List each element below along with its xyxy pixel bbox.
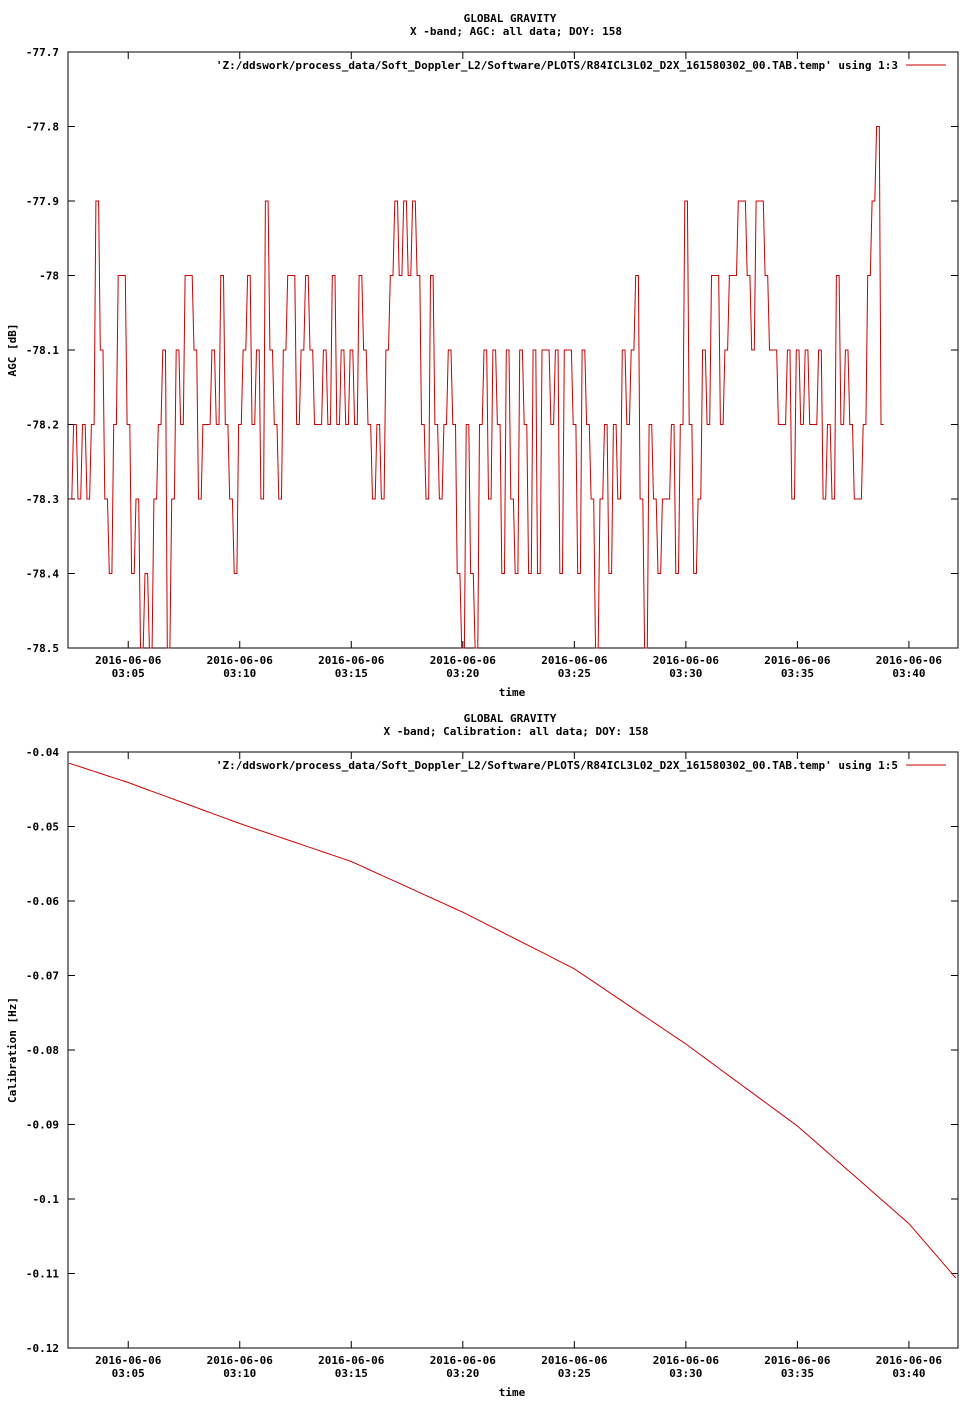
chart-2-plot	[26, 746, 958, 1380]
chart-2-y-tick-label: -0.04	[25, 746, 59, 759]
chart-2-x-tick-time: 03:20	[446, 1367, 480, 1380]
chart-1-x-tick-time: 03:05	[111, 667, 145, 680]
chart-1-y-tick-label: -78.4	[25, 567, 59, 581]
chart-2-y-tick-label: -0.06	[25, 895, 59, 908]
chart-1-y-tick-label: -77.7	[25, 46, 59, 59]
chart-2-x-tick-time: 03:15	[334, 1367, 368, 1380]
chart-1-series-line	[69, 127, 884, 649]
chart-1-x-tick-time: 03:15	[334, 667, 368, 680]
chart-1-y-tick-label: -78	[39, 269, 59, 283]
chart-2-y-tick-label: -0.08	[25, 1044, 59, 1057]
chart-2-x-tick-date: 2016-06-06	[95, 1354, 162, 1367]
chart-1-title: GLOBAL GRAVITY	[463, 12, 557, 25]
chart-2-x-axis-label: time	[498, 1386, 526, 1399]
chart-2-series-line	[69, 763, 956, 1278]
chart-2	[6, 712, 946, 1399]
chart-2-x-tick-time: 03:05	[111, 1367, 145, 1380]
chart-1-x-tick-time: 03:40	[892, 667, 926, 680]
chart-2-y-tick-label: -0.11	[25, 1267, 59, 1281]
chart-1-y-tick-label: -77.9	[25, 195, 59, 208]
chart-1-x-tick-time: 03:20	[446, 667, 480, 680]
chart-2-y-axis-label: Calibration [Hz]	[6, 997, 19, 1103]
chart-2-y-tick-label: -0.09	[25, 1118, 59, 1132]
chart-2-x-tick-time: 03:10	[223, 1367, 257, 1380]
chart-2-x-tick-date: 2016-06-06	[875, 1354, 943, 1367]
chart-2-x-tick-time: 03:25	[557, 1367, 591, 1380]
chart-1-x-tick-time: 03:25	[557, 667, 591, 680]
chart-1-x-axis-label: time	[498, 686, 526, 699]
chart-1-x-tick-date: 2016-06-06	[652, 654, 719, 667]
chart-2-x-tick-date: 2016-06-06	[429, 1354, 496, 1367]
chart-2-x-tick-date: 2016-06-06	[652, 1354, 719, 1367]
chart-2-title: GLOBAL GRAVITY	[463, 712, 557, 725]
chart-2-y-tick-label: -0.1	[32, 1193, 59, 1206]
chart-1-x-tick-date: 2016-06-06	[764, 654, 831, 667]
chart-2-x-tick-time: 03:35	[780, 1367, 814, 1380]
chart-1-x-tick-time: 03:30	[669, 667, 703, 680]
chart-2-y-tick-label: -0.12	[25, 1342, 59, 1355]
chart-2-legend-label: 'Z:/ddswork/process_data/Soft_Doppler_L2/Software/PLOTS/R84ICL3L02_D2X_161580302_00.TAB.temp' using 1:5	[215, 759, 898, 772]
chart-1-x-tick-date: 2016-06-06	[875, 654, 943, 667]
chart-2-x-tick-date: 2016-06-06	[541, 1354, 608, 1367]
chart-1-plot	[26, 46, 958, 680]
chart-2-y-tick-label: -0.07	[25, 969, 59, 983]
chart-1-y-tick-label: -78.3	[25, 493, 59, 506]
chart-1-x-tick-time: 03:10	[223, 667, 257, 680]
chart-1-y-tick-label: -78.2	[25, 418, 59, 432]
chart-1-x-tick-date: 2016-06-06	[541, 654, 608, 667]
chart-1-y-tick-label: -78.5	[25, 642, 59, 655]
chart-1-x-tick-date: 2016-06-06	[318, 654, 385, 667]
chart-1-subtitle: X -band; AGC: all data; DOY: 158	[410, 25, 622, 38]
chart-1-plot-frame	[68, 52, 958, 648]
chart-1-y-tick-label: -78.1	[25, 344, 59, 357]
chart-2-x-tick-date: 2016-06-06	[318, 1354, 385, 1367]
chart-2-x-tick-date: 2016-06-06	[206, 1354, 273, 1367]
chart-2-x-tick-date: 2016-06-06	[764, 1354, 831, 1367]
chart-1-x-tick-time: 03:35	[780, 667, 814, 680]
chart-2-x-tick-time: 03:30	[669, 1367, 703, 1380]
chart-2-subtitle: X -band; Calibration: all data; DOY: 158	[383, 725, 649, 738]
chart-1-x-tick-date: 2016-06-06	[206, 654, 273, 667]
chart-1-x-tick-date: 2016-06-06	[95, 654, 162, 667]
chart-1-y-axis-label: AGC [dB]	[6, 323, 19, 377]
chart-2-y-tick-label: -0.05	[25, 820, 59, 834]
chart-2-plot-frame	[68, 752, 958, 1348]
chart-1-y-tick-label: -77.8	[25, 120, 59, 134]
chart-2-x-tick-time: 03:40	[892, 1367, 926, 1380]
chart-1-x-tick-date: 2016-06-06	[429, 654, 496, 667]
chart-1-legend-label: 'Z:/ddswork/process_data/Soft_Doppler_L2/Software/PLOTS/R84ICL3L02_D2X_161580302_00.TAB.temp' using 1:3	[215, 59, 898, 72]
